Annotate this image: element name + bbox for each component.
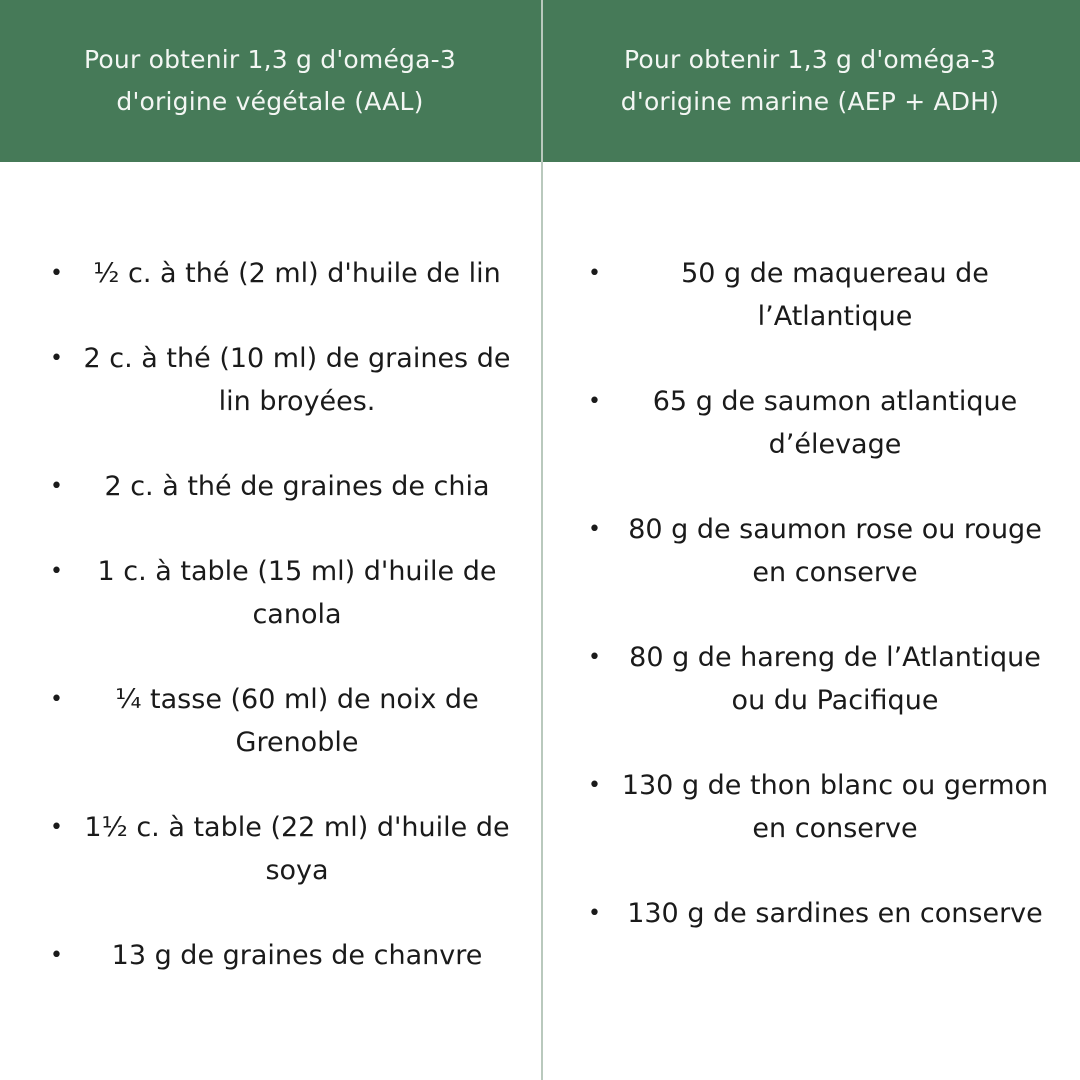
bullet-icon: • — [50, 687, 63, 712]
list-item-text: ½ c. à thé (2 ml) d'huile de lin — [93, 258, 501, 289]
list-item-text: 1½ c. à table (22 ml) d'huile de soya — [84, 812, 510, 886]
bullet-icon: • — [50, 474, 63, 499]
list-item — [588, 636, 1058, 722]
list-item — [588, 892, 1058, 935]
bullet-icon: • — [588, 901, 601, 926]
list-item-text: 2 c. à thé (10 ml) de graines de lin broyées. — [83, 343, 511, 417]
list-item — [50, 678, 520, 764]
list-item — [588, 508, 1058, 594]
header-left-line2: d'origine végétale (AAL) — [116, 87, 424, 116]
list-item — [50, 252, 520, 295]
header-plant-source — [0, 0, 540, 162]
header-right-line1: Pour obtenir 1,3 g d'oméga-3 — [624, 45, 996, 74]
list-item-text: 80 g de saumon rose ou rouge en conserve — [628, 514, 1042, 588]
bullet-icon: • — [588, 261, 601, 286]
list-item — [50, 550, 520, 636]
bullet-icon: • — [588, 517, 601, 542]
list-item — [50, 465, 520, 508]
list-item-text: 130 g de thon blanc ou germon en conserve — [621, 770, 1049, 844]
list-item-text: ¼ tasse (60 ml) de noix de Grenoble — [115, 684, 479, 758]
header-left-line1: Pour obtenir 1,3 g d'oméga-3 — [84, 45, 456, 74]
list-item-text: 65 g de saumon atlantique d’élevage — [652, 386, 1018, 460]
list-item — [588, 380, 1058, 466]
bullet-icon: • — [50, 943, 63, 968]
list-item — [50, 337, 520, 423]
list-item-text: 1 c. à table (15 ml) d'huile de canola — [97, 556, 497, 630]
list-item — [50, 806, 520, 892]
bullet-icon: • — [588, 773, 601, 798]
list-item — [588, 764, 1058, 850]
bullet-icon: • — [50, 346, 63, 371]
list-item-text: 80 g de hareng de l’Atlantique ou du Pacifique — [629, 642, 1041, 716]
marine-source-list — [588, 252, 1058, 977]
list-item — [588, 252, 1058, 338]
bullet-icon: • — [588, 389, 601, 414]
header-marine-source — [540, 0, 1080, 162]
bullet-icon: • — [50, 815, 63, 840]
list-item-text: 50 g de maquereau de l’Atlantique — [681, 258, 989, 332]
column-divider — [541, 0, 543, 1080]
list-item — [50, 934, 520, 977]
bullet-icon: • — [588, 645, 601, 670]
bullet-icon: • — [50, 261, 63, 286]
plant-source-list — [50, 252, 520, 1019]
header-right-line2: d'origine marine (AEP + ADH) — [620, 87, 1000, 116]
bullet-icon: • — [50, 559, 63, 584]
list-item-text: 130 g de sardines en conserve — [627, 898, 1043, 929]
header-bar — [0, 0, 1080, 162]
list-item-text: 2 c. à thé de graines de chia — [104, 471, 490, 502]
list-item-text: 13 g de graines de chanvre — [111, 940, 483, 971]
